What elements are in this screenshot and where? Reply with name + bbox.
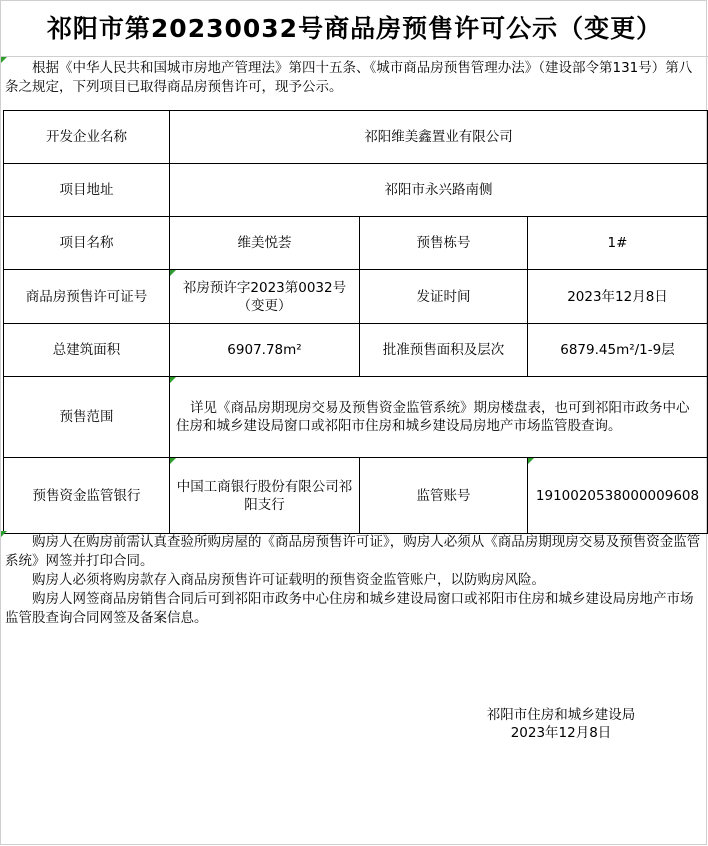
building-label: 预售栋号 bbox=[360, 217, 528, 270]
page-title: 祁阳市第20230032号商品房预售许可公示（变更） bbox=[1, 1, 708, 57]
cell-marker-icon bbox=[170, 270, 176, 276]
issue-date-label: 发证时间 bbox=[360, 270, 528, 324]
total-area-label: 总建筑面积 bbox=[4, 324, 170, 377]
scope-value-text: 详见《商品房期现房交易及预售资金监管系统》期房楼盘表，也可到祁阳市政务中心住房和城乡建设局窗口或祁阳市住房和城乡建设局房地产市场监管股查询。 bbox=[176, 400, 690, 434]
bank-value-text: 中国工商银行股份有限公司祁阳支行 bbox=[176, 478, 353, 513]
table-row bbox=[4, 217, 708, 270]
issuer-name: 祁阳市住房和城乡建设局 bbox=[486, 707, 636, 723]
table-row bbox=[4, 270, 708, 324]
permit-info-table bbox=[3, 110, 708, 534]
approved-area-value: 6879.45m²/1-9层 bbox=[528, 324, 708, 377]
approved-area-label: 批准预售面积及层次 bbox=[360, 324, 528, 377]
cell-marker-icon bbox=[170, 458, 176, 464]
project-name-label: 项目名称 bbox=[4, 217, 170, 270]
scope-label: 预售范围 bbox=[4, 377, 170, 458]
intro-paragraph: 根据《中华人民共和国城市房地产管理法》第四十五条、《城市商品房预售管理办法》（建设部令第131号）第八条之规定，下列项目已取得商品房预售许可，现予公示。 bbox=[5, 60, 693, 95]
cell-marker-icon bbox=[528, 458, 534, 464]
notice-paragraph: 购房人在购房前需认真查验所购房屋的《商品房预售许可证》，购房人必须从《商品房期现房交易及预售资金监管系统》网签并打印合同。 bbox=[5, 534, 701, 569]
signature-block bbox=[451, 706, 671, 742]
permit-value bbox=[170, 270, 360, 324]
notice-paragraph: 购房人必须将购房款存入商品房预售许可证载明的预售资金监管账户，以防购房风险。 bbox=[32, 572, 545, 588]
table-row bbox=[4, 164, 708, 217]
address-label: 项目地址 bbox=[4, 164, 170, 217]
address-value: 祁阳市永兴路南侧 bbox=[170, 164, 708, 217]
issue-date-value: 2023年12月8日 bbox=[528, 270, 708, 324]
developer-value: 祁阳维美鑫置业有限公司 bbox=[170, 111, 708, 164]
cell-marker-icon bbox=[170, 377, 176, 383]
notice-paragraph: 购房人网签商品房销售合同后可到祁阳市政务中心住房和城乡建设局窗口或祁阳市住房和城乡建设局房地产市场监管股查询合同网签及备案信息。 bbox=[5, 591, 694, 626]
bank-value bbox=[170, 458, 360, 534]
project-name-value: 维美悦荟 bbox=[170, 217, 360, 270]
total-area-value: 6907.78m² bbox=[170, 324, 360, 377]
issue-date: 2023年12月8日 bbox=[510, 725, 612, 741]
bank-label: 预售资金监管银行 bbox=[4, 458, 170, 534]
notice-section bbox=[5, 533, 701, 628]
table-row bbox=[4, 111, 708, 164]
table-row bbox=[4, 458, 708, 534]
developer-label: 开发企业名称 bbox=[4, 111, 170, 164]
building-value: 1# bbox=[528, 217, 708, 270]
scope-value bbox=[170, 377, 708, 458]
permit-value-text: 祁房预许字2023第0032号（变更） bbox=[182, 279, 347, 314]
account-value-text: 1910020538000009608 bbox=[535, 487, 700, 504]
permit-label: 商品房预售许可证号 bbox=[4, 270, 170, 324]
account-value bbox=[528, 458, 708, 534]
account-label: 监管账号 bbox=[360, 458, 528, 534]
table-row bbox=[4, 324, 708, 377]
table-row bbox=[4, 377, 708, 458]
